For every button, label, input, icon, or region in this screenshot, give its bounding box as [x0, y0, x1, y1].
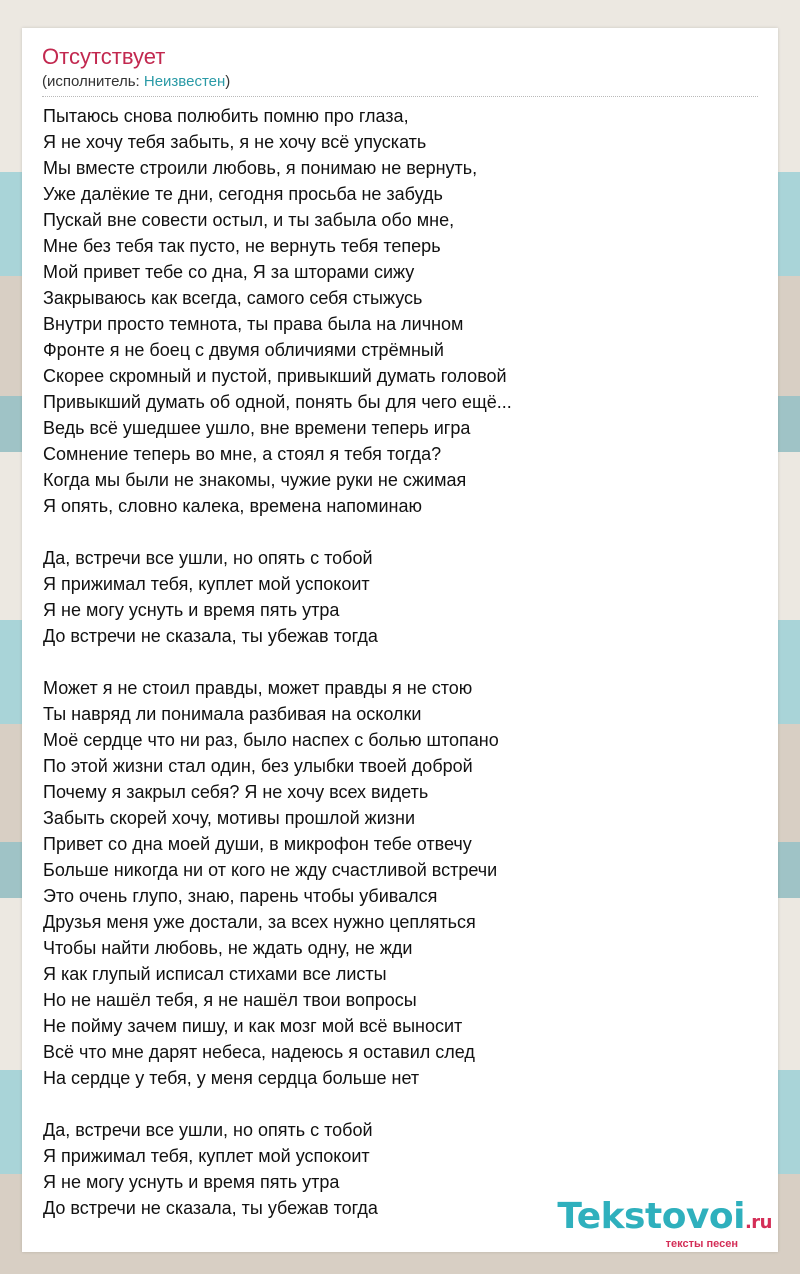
- lyric-line: Это очень глупо, знаю, парень чтобы убивался: [43, 886, 438, 906]
- lyric-line: Чтобы найти любовь, не ждать одну, не жди: [43, 938, 413, 958]
- lyric-line: Я как глупый исписал стихами все листы: [43, 964, 387, 984]
- lyric-line: Почему я закрыл себя? Я не хочу всех видеть: [43, 782, 429, 802]
- lyric-line: Забыть скорей хочу, мотивы прошлой жизни: [43, 808, 416, 828]
- lyric-line: Уже далёкие те дни, сегодня просьба не забудь: [43, 184, 443, 204]
- lyric-line: Скорее скромный и пустой, привыкший думать головой: [43, 366, 507, 386]
- stanza-break: [43, 649, 763, 675]
- lyric-line: Но не нашёл тебя, я не нашёл твои вопросы: [43, 990, 417, 1010]
- lyric-line: Внутри просто темнота, ты права была на личном: [43, 314, 464, 334]
- lyric-line: Я не хочу тебя забыть, я не хочу всё упускать: [43, 132, 427, 152]
- lyric-line: Когда мы были не знакомы, чужие руки не сжимая: [43, 470, 467, 490]
- lyric-line: Мне без тебя так пусто, не вернуть тебя теперь: [43, 236, 441, 256]
- site-logo[interactable]: [557, 1198, 772, 1250]
- lyric-line: Пускай вне совести остыл, и ты забыла обо мне,: [43, 210, 455, 230]
- lyrics-card: [22, 28, 778, 1252]
- lyric-line: Сомнение теперь во мне, а стоял я тебя тогда?: [43, 444, 442, 464]
- lyric-line: Да, встречи все ушли, но опять с тобой: [43, 1120, 373, 1140]
- lyric-line: Я опять, словно калека, времена напоминаю: [43, 496, 422, 516]
- lyric-line: Больше никогда ни от кого не жду счастливой встречи: [43, 860, 498, 880]
- lyric-line: Да, встречи все ушли, но опять с тобой: [43, 548, 373, 568]
- lyric-line: До встречи не сказала, ты убежав тогда: [43, 1198, 378, 1218]
- lyric-line: Ты навряд ли понимала разбивая на осколки: [43, 704, 422, 724]
- lyric-line: По этой жизни стал один, без улыбки твоей доброй: [43, 756, 473, 776]
- lyric-line: Моё сердце что ни раз, было наспех с болью штопано: [43, 730, 499, 750]
- stanza-break: [43, 1091, 763, 1117]
- stanza-break: [43, 519, 763, 545]
- lyric-line: Мы вместе строили любовь, я понимаю не вернуть,: [43, 158, 478, 178]
- logo-domain: .ru: [744, 1212, 772, 1233]
- logo-tagline: тексты песен: [665, 1238, 738, 1250]
- lyric-line: Пытаюсь снова полюбить помню про глаза,: [43, 106, 409, 126]
- performer-suffix: ): [225, 73, 231, 90]
- lyrics-text: [43, 103, 763, 1221]
- lyric-line: На сердце у тебя, у меня сердца больше нет: [43, 1068, 420, 1088]
- lyric-line: Ведь всё ушедшее ушло, вне времени теперь игра: [43, 418, 471, 438]
- lyric-line: Привыкший думать об одной, понять бы для чего ещё...: [43, 392, 512, 412]
- lyric-line: Привет со дна моей души, в микрофон тебе отвечу: [43, 834, 472, 854]
- performer-prefix: (исполнитель:: [42, 73, 144, 90]
- lyric-line: Я прижимал тебя, куплет мой успокоит: [43, 1146, 370, 1166]
- lyric-line: Закрываюсь как всегда, самого себя стыжусь: [43, 288, 423, 308]
- lyric-line: До встречи не сказала, ты убежав тогда: [43, 626, 378, 646]
- performer-line: [42, 72, 230, 92]
- lyric-line: Фронте я не боец с двумя обличиями стрёмный: [43, 340, 444, 360]
- lyric-line: Я не могу уснуть и время пять утра: [43, 1172, 340, 1192]
- song-title: Отсутствует: [42, 44, 166, 69]
- lyric-line: Всё что мне дарят небеса, надеюсь я оставил след: [43, 1042, 475, 1062]
- title-divider: [42, 96, 758, 97]
- logo-name: Tekstovoi: [557, 1196, 745, 1237]
- lyric-line: Не пойму зачем пишу, и как мозг мой всё выносит: [43, 1016, 463, 1036]
- artist-link[interactable]: Неизвестен: [143, 73, 226, 90]
- lyric-line: Я не могу уснуть и время пять утра: [43, 600, 340, 620]
- lyric-line: Я прижимал тебя, куплет мой успокоит: [43, 574, 370, 594]
- lyric-line: Может я не стоил правды, может правды я не стою: [43, 678, 473, 698]
- lyric-line: Друзья меня уже достали, за всех нужно цепляться: [43, 912, 476, 932]
- lyric-line: Мой привет тебе со дна, Я за шторами сижу: [43, 262, 415, 282]
- logo-wordmark: [557, 1198, 772, 1242]
